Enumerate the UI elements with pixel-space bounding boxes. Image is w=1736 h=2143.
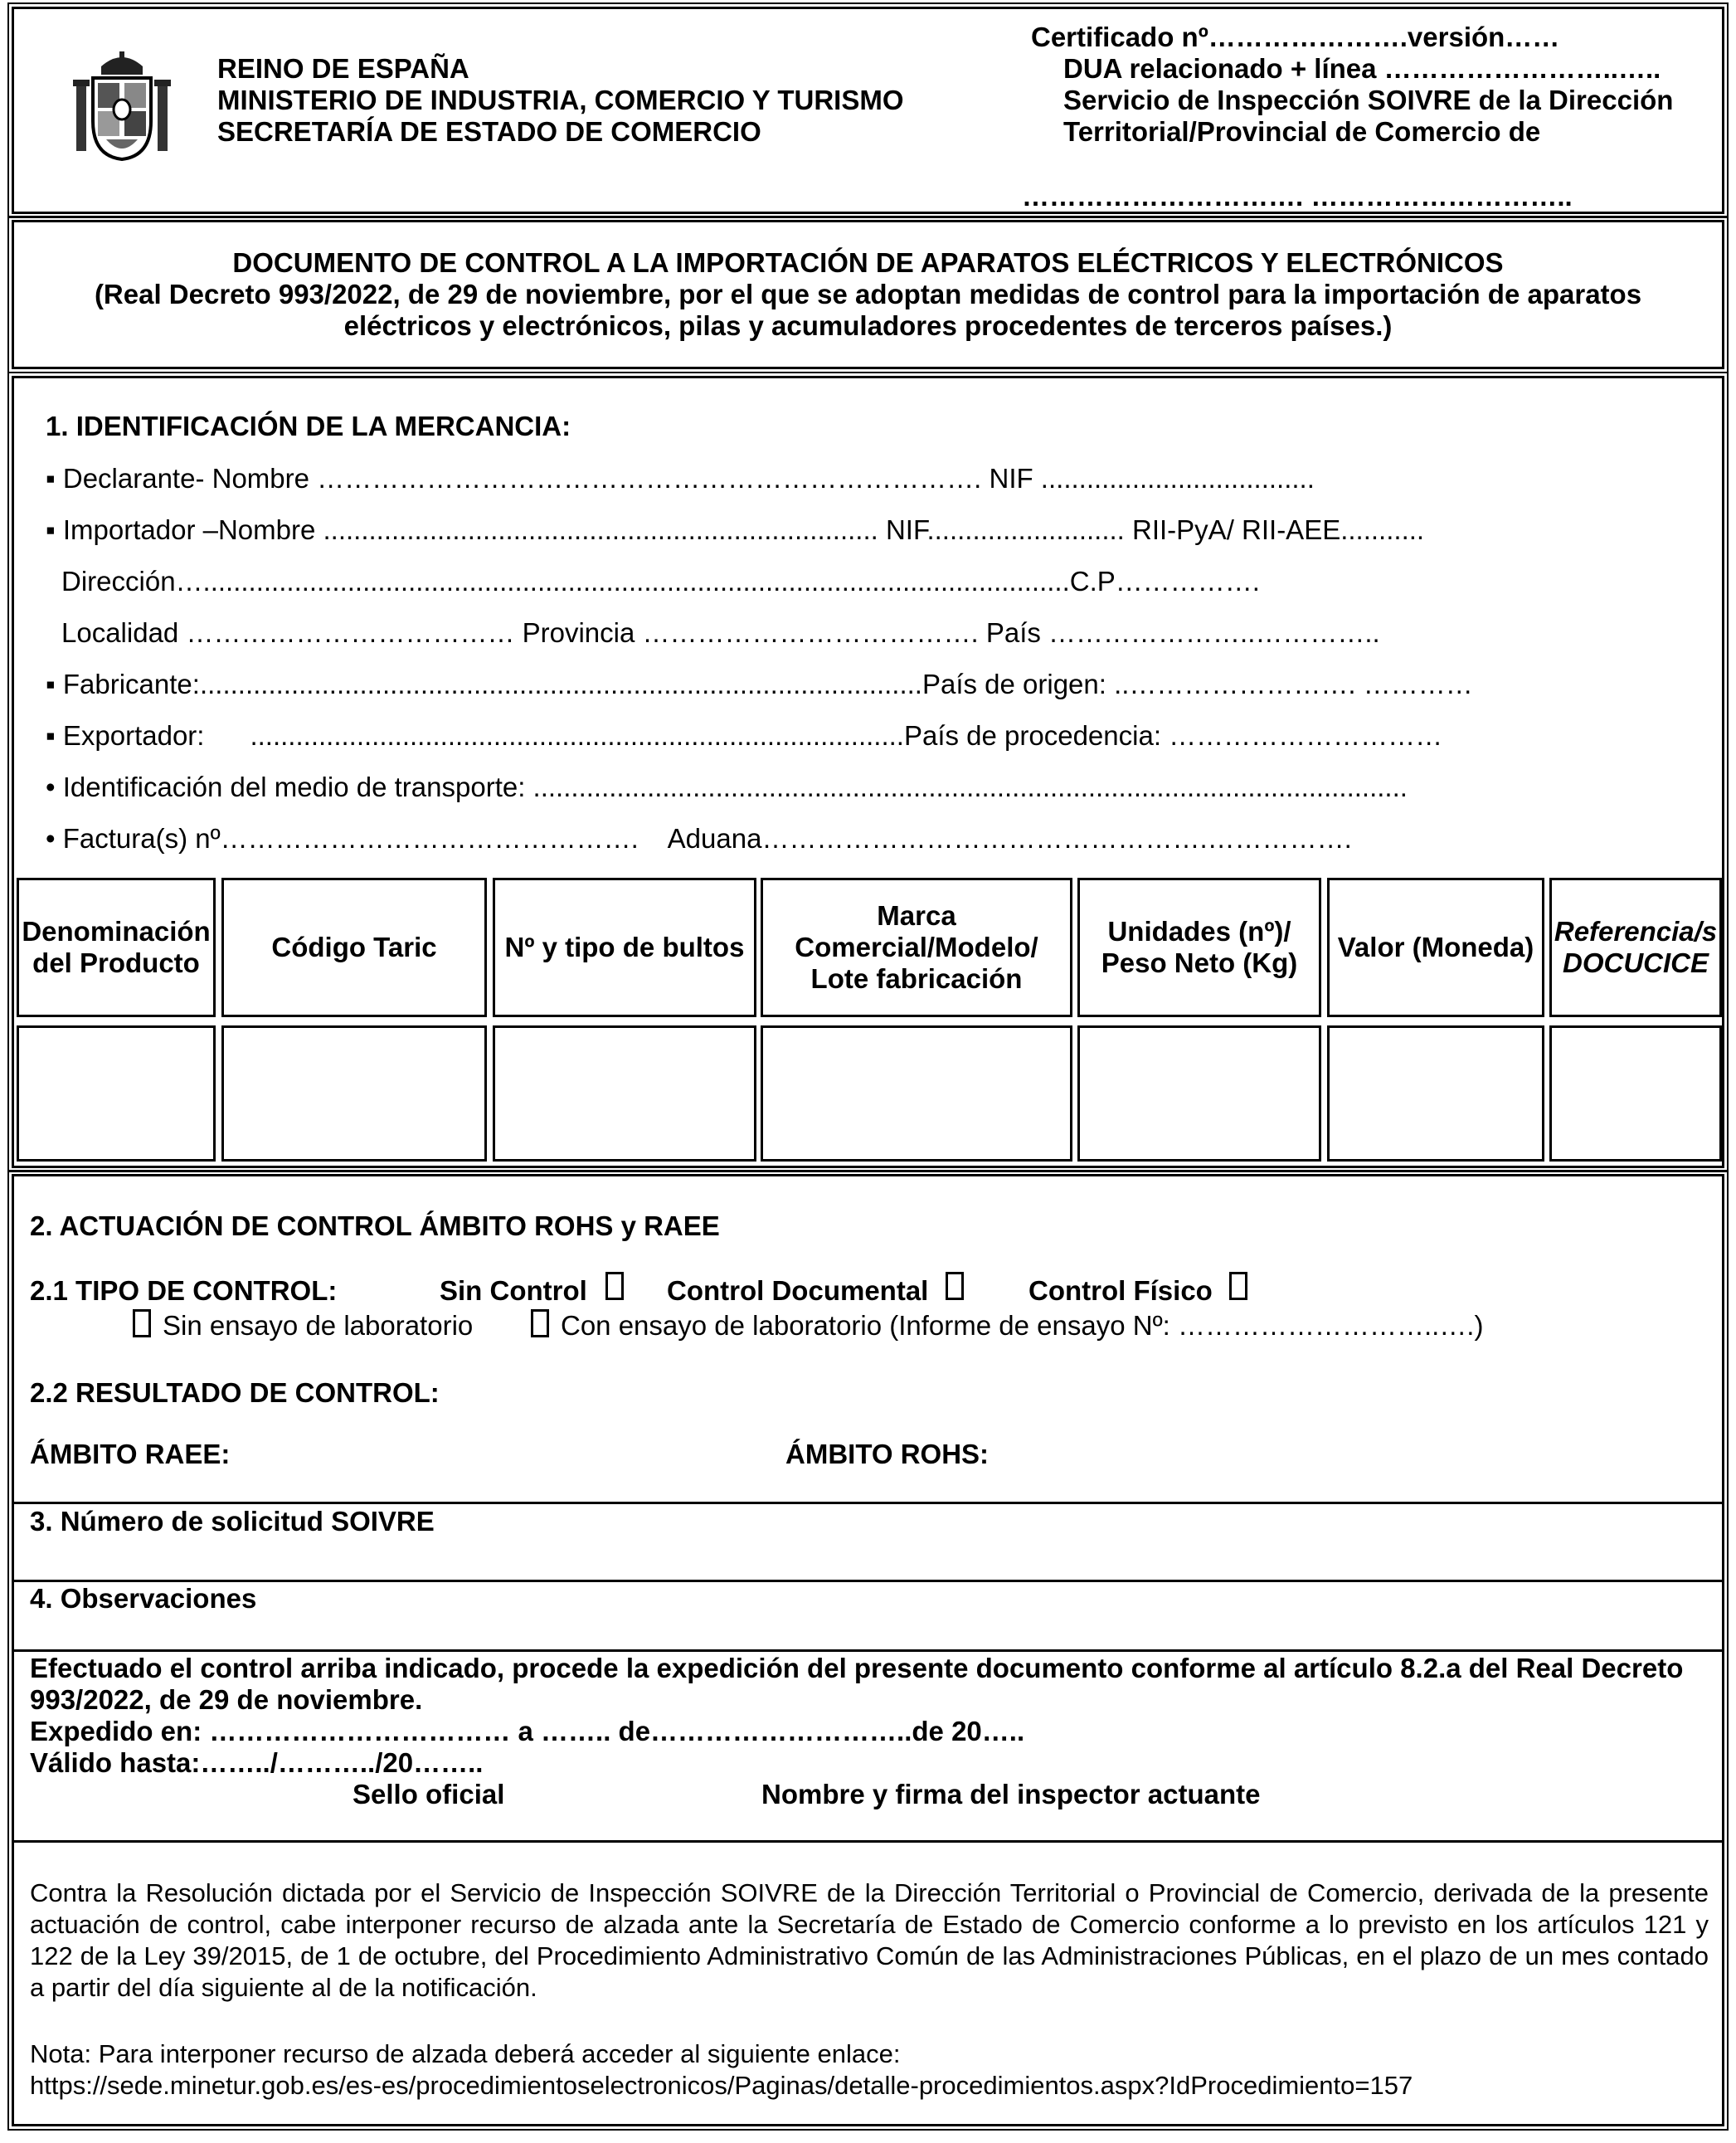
- service-line-1: Servicio de Inspección SOIVRE de la Dirección: [1063, 85, 1674, 115]
- table-cell-marca[interactable]: [761, 1025, 1072, 1162]
- title-line-1: DOCUMENTO DE CONTROL A LA IMPORTACIÓN DE APARATOS ELÉCTRICOS Y ELECTRÓNICOS: [232, 247, 1504, 278]
- ambito-raee-label: ÁMBITO RAEE:: [30, 1439, 231, 1469]
- table-cell-bultos[interactable]: [493, 1025, 756, 1162]
- commerce-office-field[interactable]: …………………………. ………………………..: [1022, 181, 1573, 212]
- table-cell-denominacion[interactable]: [17, 1025, 216, 1162]
- exportador-field[interactable]: ▪ Exportador: ......................................................................................País de procedencia: …………………………: [46, 720, 1443, 751]
- table-header-denominacion: Denominación del Producto: [17, 878, 216, 1017]
- localidad-field[interactable]: Localidad ……………………………… Provincia ………………………………. País …………………..…………..: [61, 617, 1380, 648]
- table-header-referencia: Referencia/s DOCUCICE: [1549, 878, 1722, 1017]
- factura-field[interactable]: • Factura(s) nº………………………………………. Aduana………………………………………….…………….: [46, 823, 1352, 854]
- transporte-field[interactable]: • Identificación del medio de transporte: ...................................................................................................................: [46, 772, 1408, 802]
- control-documental-checkbox[interactable]: [946, 1272, 964, 1300]
- divider-expedition: [14, 1649, 1722, 1652]
- importador-field[interactable]: ▪ Importador –Nombre ......................................................................... NIF.......................... RII-PyA/ RII-AEE...........: [46, 514, 1425, 545]
- expedition-line-1: Efectuado el control arriba indicado, procede la expedición del presente documento conforme al artículo 8.2.a del Real Decreto: [30, 1653, 1684, 1683]
- fabricante-field[interactable]: ▪ Fabricante:...............................................................................................País de origen: ..……………………. …………: [46, 669, 1473, 699]
- declarante-field[interactable]: ▪ Declarante- Nombre ………………………………………………………………. NIF ....................................: [46, 463, 1315, 494]
- table-header-taric: Código Taric: [221, 878, 487, 1017]
- con-ensayo-checkbox[interactable]: [531, 1309, 549, 1337]
- document-title: [17, 247, 1719, 342]
- expedition-line-2: 993/2022, de 29 de noviembre.: [30, 1684, 423, 1715]
- header-country: REINO DE ESPAÑA: [217, 53, 469, 84]
- certificate-field[interactable]: Certificado nº………………….versión……: [1031, 22, 1560, 52]
- service-line-2: Territorial/Provincial de Comercio de: [1063, 116, 1541, 147]
- table-header-marca: Marca Comercial/Modelo/ Lote fabricación: [761, 878, 1072, 1017]
- resultado-heading: 2.2 RESULTADO DE CONTROL:: [30, 1377, 440, 1408]
- con-ensayo-label: Con ensayo de laboratorio (Informe de ensayo Nº: ………………………..….): [561, 1310, 1484, 1341]
- divider-section4: [14, 1580, 1722, 1582]
- title-line-3: eléctricos y electrónicos, pilas y acumuladores procedentes de terceros países.): [343, 310, 1393, 341]
- ambito-rohs-label: ÁMBITO ROHS:: [785, 1439, 990, 1469]
- table-header-unidades: Unidades (nº)/ Peso Neto (Kg): [1077, 878, 1321, 1017]
- section1-heading: 1. IDENTIFICACIÓN DE LA MERCANCIA:: [46, 411, 571, 441]
- table-cell-valor[interactable]: [1327, 1025, 1544, 1162]
- sello-label: Sello oficial: [353, 1779, 505, 1809]
- direccion-field[interactable]: Dirección…..................................................................................................................C.P…………….: [61, 566, 1268, 597]
- expedido-field[interactable]: Expedido en: …………………………… a …….. de………………………..de 20…..: [30, 1716, 1025, 1746]
- recurso-paragraph: Contra la Resolución dictada por el Servicio de Inspección SOIVRE de la Dirección Territorial o Provincial de Comercio, derivada de la presente actuación de control, cabe interponer recurso de alzada ante la Secretaría de Estado de Comercio conforme a lo previsto en los artículos 121 y 122 de la Ley 39/2015, de 1 de octubre, del Procedimiento Administrativo Común de las Administraciones Públicas, en el plazo de un mes contado a partir del día siguiente al de la notificación.: [30, 1878, 1709, 2002]
- sin-control-label: Sin Control: [440, 1275, 587, 1306]
- sin-ensayo-checkbox[interactable]: [133, 1309, 151, 1337]
- control-fisico-checkbox[interactable]: [1229, 1272, 1247, 1300]
- nota-text: Nota: Para interponer recurso de alzada deberá acceder al siguiente enlace:: [30, 2039, 901, 2068]
- title-line-2: (Real Decreto 993/2022, de 29 de noviembre, por el que se adoptan medidas de control para la importación de aparatos: [94, 279, 1642, 309]
- table-cell-taric[interactable]: [221, 1025, 487, 1162]
- control-fisico-label: Control Físico: [1028, 1275, 1213, 1306]
- sin-control-checkbox[interactable]: [605, 1272, 624, 1300]
- section4-heading: 4. Observaciones: [30, 1583, 257, 1614]
- header-secretariat: SECRETARÍA DE ESTADO DE COMERCIO: [217, 116, 761, 147]
- control-documental-label: Control Documental: [667, 1275, 929, 1306]
- section3-heading: 3. Número de solicitud SOIVRE: [30, 1506, 435, 1537]
- divider-footer: [14, 1840, 1722, 1843]
- table-cell-unidades[interactable]: [1077, 1025, 1321, 1162]
- header-ministry: MINISTERIO DE INDUSTRIA, COMERCIO Y TURISMO: [217, 85, 904, 115]
- firma-label: Nombre y firma del inspector actuante: [761, 1779, 1261, 1809]
- coat-of-arms-icon: [73, 51, 171, 163]
- table-cell-referencia[interactable]: [1549, 1025, 1722, 1162]
- sin-ensayo-label: Sin ensayo de laboratorio: [163, 1310, 474, 1341]
- table-header-bultos: Nº y tipo de bultos: [493, 878, 756, 1017]
- tipo-control-label: 2.1 TIPO DE CONTROL:: [30, 1275, 338, 1306]
- dua-field[interactable]: DUA relacionado + línea ……………………..…..: [1063, 53, 1661, 84]
- valido-field[interactable]: Válido hasta:……../………../20……..: [30, 1747, 484, 1778]
- section2-heading: 2. ACTUACIÓN DE CONTROL ÁMBITO ROHS y RAEE: [30, 1210, 720, 1241]
- divider-section3: [14, 1502, 1722, 1504]
- table-header-valor: Valor (Moneda): [1327, 878, 1544, 1017]
- procedure-link[interactable]: https://sede.minetur.gob.es/es-es/procedimientoselectronicos/Paginas/detalle-procedimientos.aspx?IdProcedimiento=157: [30, 2071, 1413, 2100]
